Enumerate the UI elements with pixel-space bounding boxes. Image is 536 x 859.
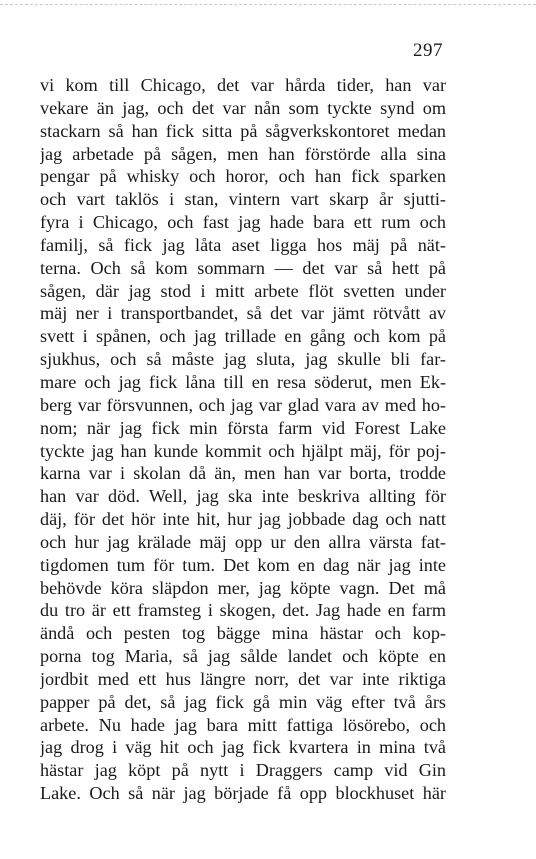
text-line: nom; när jag fick min första farm vid Forest Lake bbox=[40, 417, 446, 438]
text-line: jordbit med ett hus längre norr, det var inte riktiga bbox=[40, 668, 446, 689]
text-line: mare och jag fick låna till en resa söderut, men Ek- bbox=[40, 371, 446, 392]
text-line: ändå och pesten tog bägge mina hästar och kop- bbox=[40, 623, 446, 644]
text-line: däj, för det hör inte hit, hur jag jobbade dag och natt bbox=[40, 509, 446, 530]
text-line: jag drog i väg hit och jag fick kvartera in mina två bbox=[40, 737, 446, 758]
text-line: karna var i skolan då än, men han var borta, trodde bbox=[40, 463, 446, 484]
text-line: berg var försvunnen, och jag var glad vara av med ho- bbox=[40, 394, 446, 415]
page-number: 297 bbox=[413, 40, 443, 61]
text-line: hästar jag köpt på nytt i Draggers camp vid Gin bbox=[40, 760, 446, 781]
text-line: arbete. Nu hade jag bara mitt fattiga lösörebo, och bbox=[40, 714, 446, 735]
text-line: och hur jag krälade mäj opp ur den allra värsta fat- bbox=[40, 531, 446, 552]
text-line: sjukhus, och så måste jag sluta, jag skulle bli far- bbox=[40, 349, 446, 370]
text-line: behövde köra släpdon mer, jag köpte vagn. Det må bbox=[40, 577, 446, 598]
text-line: terna. Och så kom sommarn — det var så hett på bbox=[40, 257, 446, 278]
text-line: stackarn så han fick sitta på sågverkskontoret medan bbox=[40, 120, 446, 141]
text-line: han var död. Well, jag ska inte beskriva allting för bbox=[40, 486, 446, 507]
text-line: mäj ner i transportbandet, så det var jämt rötvått av bbox=[40, 303, 446, 324]
text-line: Lake. Och så när jag började få opp blockhuset här bbox=[40, 783, 446, 804]
text-line: och vart taklös i stan, vintern vart skarp år sjutti- bbox=[40, 189, 446, 210]
body-text bbox=[40, 74, 446, 805]
text-line: svett i spånen, och jag trillade en gång och kom på bbox=[40, 326, 446, 347]
text-line: vi kom till Chicago, det var hårda tider, han var bbox=[40, 75, 446, 95]
text-line: sågen, där jag stod i mitt arbete flöt svetten under bbox=[40, 280, 446, 301]
text-line: porna tog Maria, så jag sålde landet och köpte en bbox=[40, 646, 446, 667]
text-line: fyra i Chicago, och fast jag hade bara ett rum och bbox=[40, 212, 446, 233]
text-line: tyckte jag han kunde kommit och hjälpt mäj, för poj- bbox=[40, 440, 446, 461]
page-top-edge bbox=[0, 4, 536, 5]
text-line: tigdomen tum för tum. Det kom en dag när jag inte bbox=[40, 554, 446, 575]
text-line: familj, så fick jag låta aset ligga hos mäj på nät- bbox=[40, 234, 446, 255]
text-line: du tro är ett framsteg i skogen, det. Jag hade en farm bbox=[40, 600, 446, 621]
text-line: papper på det, så jag fick gå min väg efter två års bbox=[40, 691, 446, 712]
text-line: pengar på whisky och horor, och han fick sparken bbox=[40, 166, 446, 187]
text-line: vekare än jag, och det var nån som tyckte synd om bbox=[40, 97, 446, 118]
text-line: jag arbetade på sågen, men han förstörde alla sina bbox=[40, 143, 446, 164]
